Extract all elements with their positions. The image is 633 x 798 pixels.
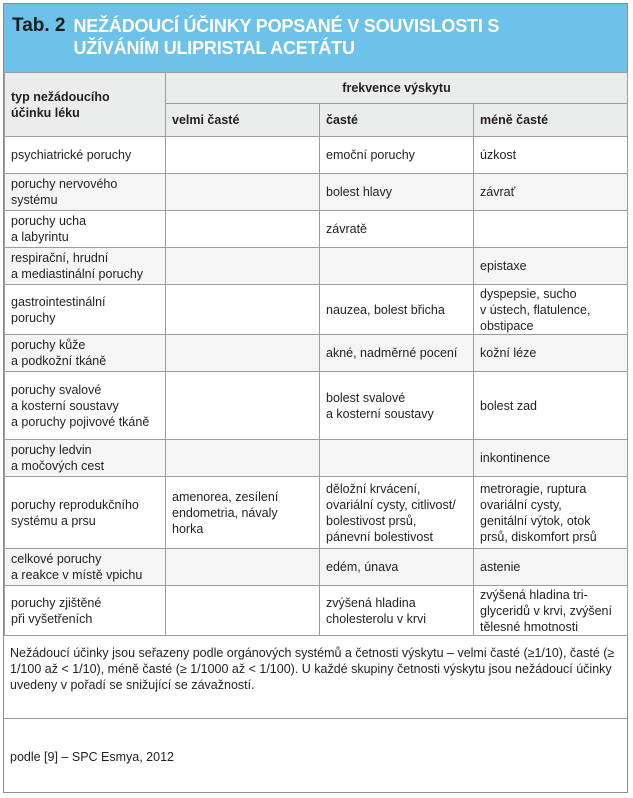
cell-very-common bbox=[166, 477, 320, 549]
cell-uncommon bbox=[474, 440, 628, 477]
cell-very-common bbox=[166, 549, 320, 586]
table-figure bbox=[3, 3, 628, 793]
cell-type bbox=[5, 586, 166, 636]
cell-very-common bbox=[166, 211, 320, 248]
cell-type-text: gastrointestinální poruchy bbox=[11, 294, 106, 325]
table-note: Nežádoucí účinky jsou seřazeny podle orgánových systémů a četnosti výskytu – velmi časté (≥1/10), časté (≥ 1/100 až < 1/10), méně časté (≥ 1/1000 až < 1/100). U každé skupiny četnosti výskytu jsou nežádoucí účinky uvedeny v pořadí se snižující se závažností. bbox=[4, 636, 627, 719]
cell-type bbox=[5, 137, 166, 174]
table-row bbox=[5, 285, 628, 335]
cell-common bbox=[320, 248, 474, 285]
cell-common-text: bolest hlavy bbox=[326, 185, 393, 199]
cell-type bbox=[5, 372, 166, 440]
cell-common bbox=[320, 586, 474, 636]
table-header bbox=[4, 4, 627, 72]
cell-very-common bbox=[166, 440, 320, 477]
cell-uncommon-text: astenie bbox=[480, 560, 521, 574]
table-row bbox=[5, 174, 628, 211]
cell-uncommon-text: úzkost bbox=[480, 148, 517, 162]
cell-common-text: děložní krvácení, ovariální cysty, citlivost/ bolestivost prsů, pánevní bolestivost bbox=[326, 481, 456, 544]
cell-common bbox=[320, 137, 474, 174]
cell-uncommon bbox=[474, 248, 628, 285]
column-header-uncommon: méně časté bbox=[474, 104, 628, 137]
cell-uncommon bbox=[474, 335, 628, 372]
cell-type-text: poruchy ucha a labyrintu bbox=[11, 214, 87, 244]
cell-very-common bbox=[166, 174, 320, 211]
cell-uncommon bbox=[474, 586, 628, 636]
adverse-effects-table bbox=[4, 72, 628, 636]
cell-uncommon bbox=[474, 174, 628, 211]
table-row bbox=[5, 137, 628, 174]
table-row bbox=[5, 440, 628, 477]
cell-common bbox=[320, 174, 474, 211]
cell-type-text: poruchy reprodukčního systému a prsu bbox=[11, 497, 139, 528]
cell-type bbox=[5, 285, 166, 335]
cell-type-text: poruchy zjištěné při vyšetřeních bbox=[11, 595, 102, 626]
column-header-frequency: frekvence výskytu bbox=[166, 73, 628, 104]
cell-uncommon-text: kožní léze bbox=[480, 346, 537, 360]
cell-uncommon bbox=[474, 477, 628, 549]
cell-common bbox=[320, 211, 474, 248]
table-row bbox=[5, 335, 628, 372]
cell-uncommon bbox=[474, 372, 628, 440]
cell-uncommon bbox=[474, 549, 628, 586]
cell-uncommon bbox=[474, 137, 628, 174]
cell-common bbox=[320, 335, 474, 372]
cell-common bbox=[320, 285, 474, 335]
cell-uncommon bbox=[474, 285, 628, 335]
cell-common-text: závratě bbox=[326, 222, 367, 236]
cell-type-text: poruchy ledvin a močových cest bbox=[11, 443, 105, 473]
cell-common bbox=[320, 549, 474, 586]
cell-very-common bbox=[166, 586, 320, 636]
cell-very-common bbox=[166, 248, 320, 285]
cell-common-text: bolest svalové a kosterní soustavy bbox=[326, 390, 434, 421]
cell-common-text: nauzea, bolest břicha bbox=[326, 302, 445, 317]
table-number: Tab. 2 bbox=[12, 15, 66, 36]
cell-type bbox=[5, 248, 166, 285]
table-row bbox=[5, 549, 628, 586]
table-body bbox=[5, 137, 628, 636]
table-row bbox=[5, 586, 628, 636]
cell-uncommon bbox=[474, 211, 628, 248]
cell-type-text: respirační, hrudní a mediastinální poruchy bbox=[11, 251, 144, 281]
cell-uncommon-text: metroragie, ruptura ovariální cysty, genitální výtok, otok prsů, diskomfort prsů bbox=[480, 481, 597, 544]
cell-common-text: akné, nadměrné pocení bbox=[326, 346, 458, 360]
cell-uncommon-text: inkontinence bbox=[480, 451, 551, 465]
table-row bbox=[5, 372, 628, 440]
column-header-common: časté bbox=[320, 104, 474, 137]
cell-type bbox=[5, 440, 166, 477]
cell-type-text: psychiatrické poruchy bbox=[11, 148, 132, 162]
cell-very-common bbox=[166, 335, 320, 372]
cell-uncommon-text: dyspepsie, sucho v ústech, flatulence, obstipace bbox=[480, 286, 591, 333]
cell-uncommon-text: epistaxe bbox=[480, 259, 527, 273]
cell-uncommon-text: závrať bbox=[480, 185, 516, 199]
column-header-very-common: velmi časté bbox=[166, 104, 320, 137]
column-header-type: typ nežádoucího účinku léku bbox=[5, 73, 166, 137]
cell-common bbox=[320, 372, 474, 440]
cell-common-text: emoční poruchy bbox=[326, 148, 415, 162]
cell-type bbox=[5, 174, 166, 211]
table-row bbox=[5, 248, 628, 285]
table-row bbox=[5, 477, 628, 549]
cell-uncommon-text: zvýšená hladina tri- glyceridů v krvi, zvýšení tělesné hmotnosti bbox=[480, 587, 612, 634]
cell-uncommon-text: bolest zad bbox=[480, 398, 537, 413]
cell-type bbox=[5, 549, 166, 586]
cell-type-text: celkové poruchy a reakce v místě vpichu bbox=[11, 552, 143, 582]
table-row bbox=[5, 211, 628, 248]
cell-very-common bbox=[166, 137, 320, 174]
cell-type-text: poruchy svalové a kosterní soustavy a poruchy pojivové tkáně bbox=[11, 382, 150, 429]
cell-common bbox=[320, 477, 474, 549]
cell-common-text: zvýšená hladina cholesterolu v krvi bbox=[326, 595, 427, 626]
cell-type bbox=[5, 335, 166, 372]
cell-common-text: edém, únava bbox=[326, 560, 399, 574]
cell-very-common bbox=[166, 285, 320, 335]
table-source: podle [9] – SPC Esmya, 2012 bbox=[10, 750, 174, 764]
table-title: NEŽÁDOUCÍ ÚČINKY POPSANÉ V SOUVISLOSTI S UŽÍVÁNÍM ULIPRISTAL ACETÁTU bbox=[73, 16, 500, 58]
cell-very-common bbox=[166, 372, 320, 440]
cell-very-common-text: amenorea, zesílení endometria, návaly horka bbox=[172, 489, 279, 536]
cell-type-text: poruchy kůže a podkožní tkáně bbox=[11, 338, 107, 368]
cell-type bbox=[5, 477, 166, 549]
cell-type bbox=[5, 211, 166, 248]
cell-type-text: poruchy nervového systému bbox=[11, 177, 118, 207]
cell-common bbox=[320, 440, 474, 477]
